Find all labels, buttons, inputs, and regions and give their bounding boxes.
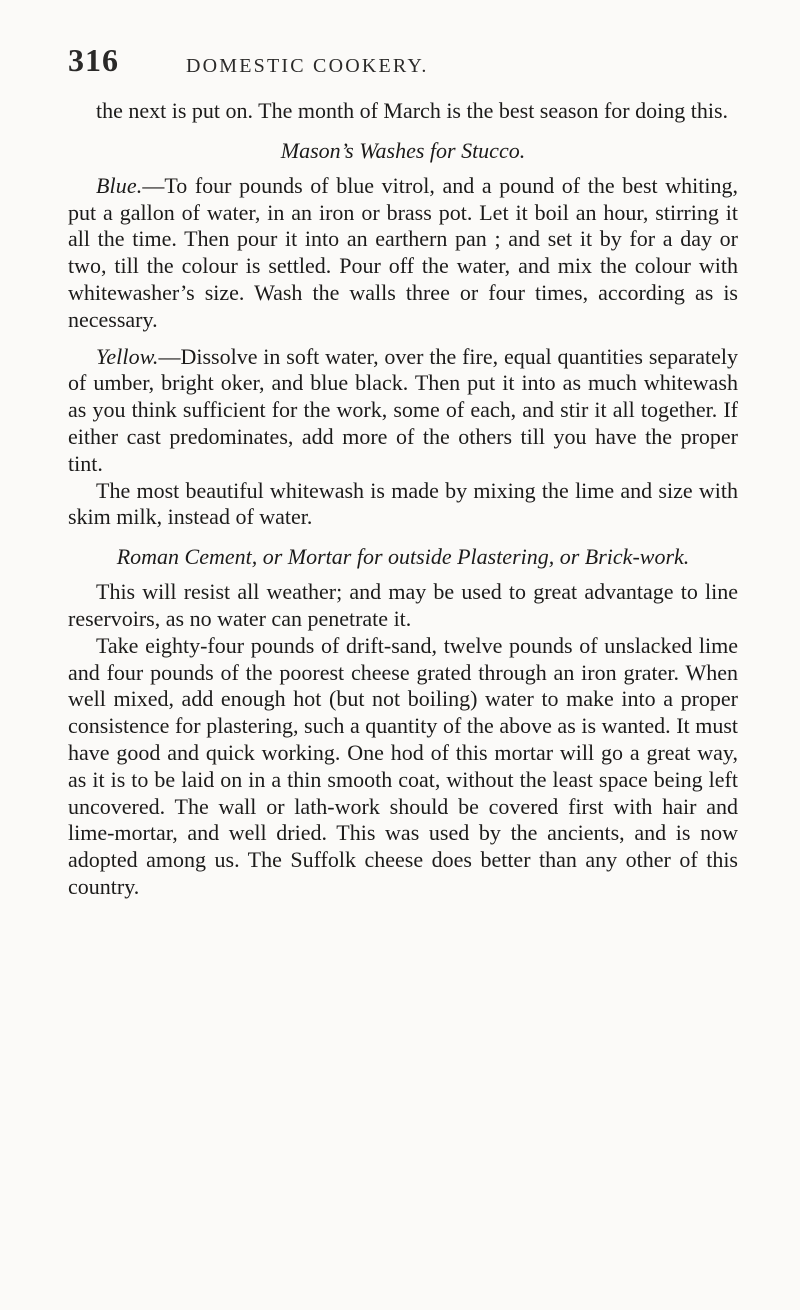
- cement-method-paragraph: Take eighty-four pounds of drift-sand, twelve pounds of unslacked lime and four pounds of the poorest cheese grated through an iron grater. When well mixed, add enough hot (but not boiling) water to make into a proper consistence for plastering, such a quantity of the above as is wanted. It must have good and quick working. One hod of this mortar will go a great way, as it is to be laid on in a thin smooth coat, without the least space being left uncovered. The wall or lath-work should be covered first with hair and lime-mortar, and well dried. This was used by the ancients, and is now adopted among us. The Suffolk cheese does better than any other of this country.: [68, 632, 738, 899]
- lime-whitewash-paragraph: The most beautiful whitewash is made by mixing the lime and size with skim milk, instead of water.: [68, 477, 738, 530]
- yellow-wash-paragraph: [68, 344, 738, 478]
- yellow-label: Yellow.: [96, 343, 159, 369]
- page-header: [68, 36, 748, 86]
- running-head: DOMESTIC COOKERY.: [186, 55, 429, 77]
- page-content: [68, 98, 738, 901]
- page-number: 316: [68, 42, 119, 78]
- section-heading-stucco-washes: Mason’s Washes for Stucco.: [280, 137, 526, 163]
- continuation-paragraph: the next is put on. The month of March is the best season for doing this.: [96, 98, 729, 123]
- section-heading-roman-cement: Roman Cement, or Mortar for outside Plastering, or Brick-work.: [116, 544, 690, 570]
- blue-label: Blue.: [96, 172, 143, 198]
- blue-wash-paragraph: [68, 173, 738, 334]
- blue-text: —To four pounds of blue vitrol, and a pound of the best whiting, put a gallon of water, in an iron or brass pot. Let it boil an hour, stirring it all the time. Then pour it into an earthern pan ; and set it by for a day or two, till the colour is settled. Pour off the water, and mix the colour with whitewasher’s size. Wash the walls three or four times, according as is necessary.: [68, 172, 738, 332]
- yellow-text: —Dissolve in soft water, over the fire, equal quantities separately of umber, bright oker, and blue black. Then put it into as much whitewash as you think sufficient for the work, some of each, and stir it all together. If either cast predominates, add more of the others till you have the proper tint.: [68, 343, 738, 476]
- cement-intro-paragraph: This will resist all weather; and may be used to great advantage to line reservoirs, as no water can penetrate it.: [68, 579, 738, 631]
